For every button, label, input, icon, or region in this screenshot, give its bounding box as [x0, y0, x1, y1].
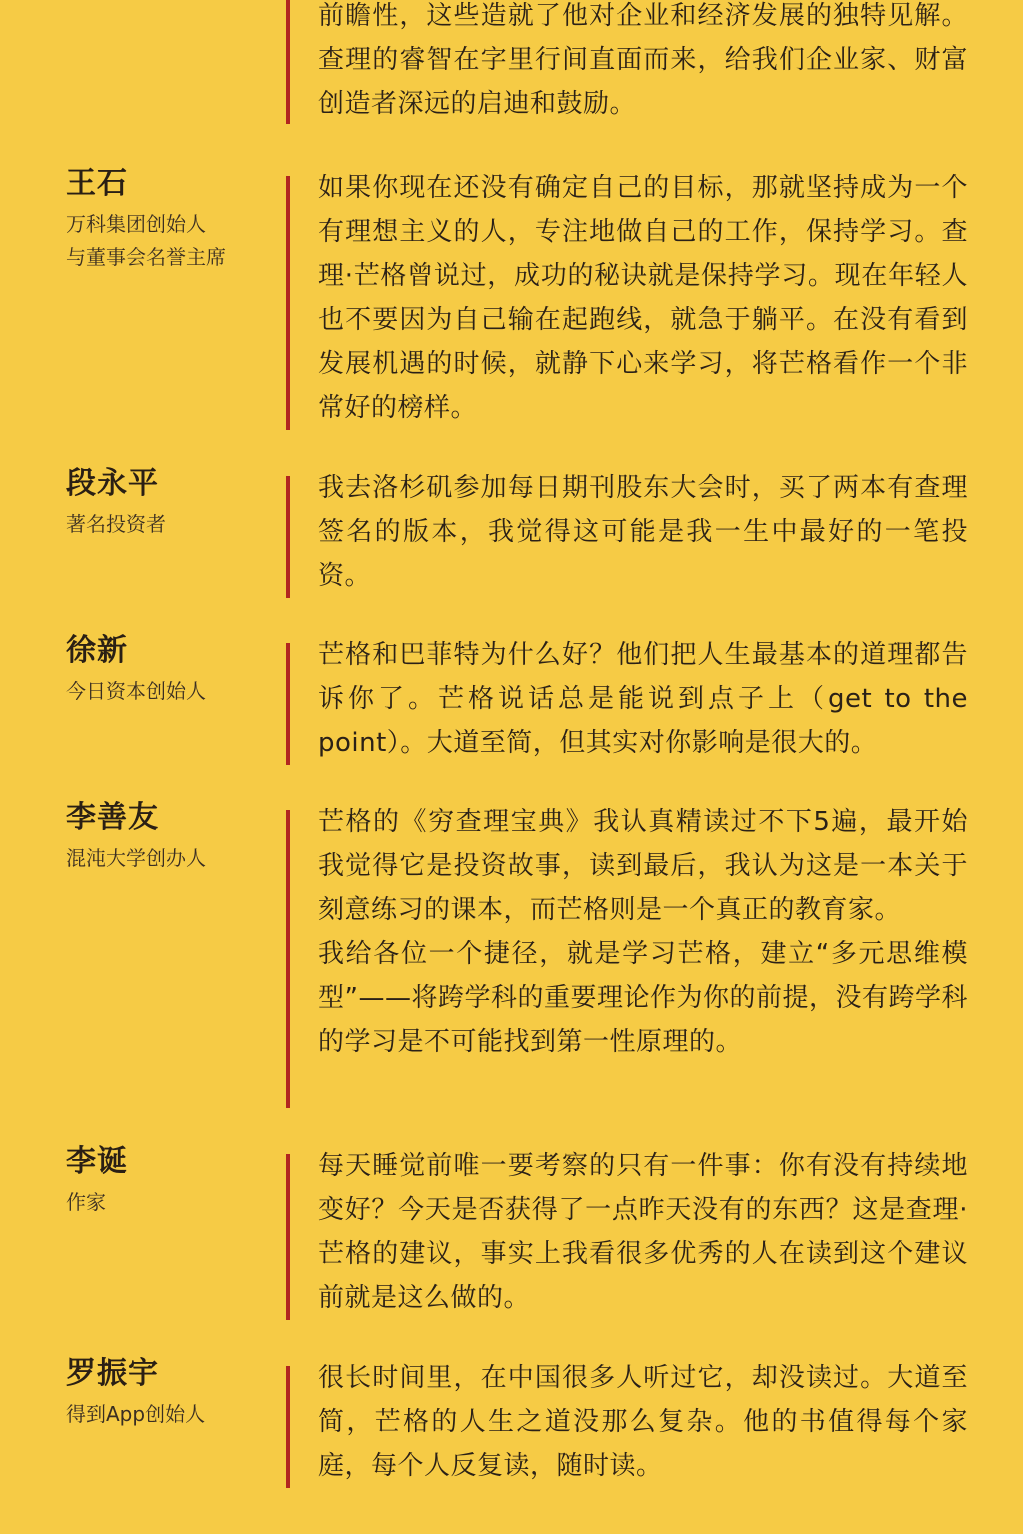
person-title: 得到App创始人: [66, 1402, 206, 1426]
person-title: 万科集团创始人: [66, 212, 206, 236]
person-title: 今日资本创始人: [66, 679, 206, 703]
quote-paragraph: 每天睡觉前唯一要考察的只有一件事：你有没有持续地变好？今天是否获得了一点昨天没有的东西？这是查理·芒格的建议，事实上我看很多优秀的人在读到这个建议前就是这么做的。: [318, 1151, 968, 1313]
person-title: 混沌大学创办人: [66, 846, 206, 870]
quote-divider-bar: [286, 176, 290, 430]
quote-divider-bar: [286, 643, 290, 765]
quote-divider-bar: [286, 1154, 290, 1320]
testimonial-quote: [318, 800, 968, 1064]
person-name: 李善友: [66, 800, 159, 835]
quote-divider-bar: [286, 1366, 290, 1488]
quote-divider-bar: [286, 0, 290, 124]
quote-divider-bar: [286, 476, 290, 598]
testimonial-quote: [318, 633, 968, 765]
quote-paragraph: 我给各位一个捷径，就是学习芒格，建立“多元思维模型”——将跨学科的重要理论作为你的前提，没有跨学科的学习是不可能找到第一性原理的。: [318, 939, 968, 1057]
intro-quote: [318, 0, 968, 126]
person-name: 李诞: [66, 1144, 128, 1179]
testimonial-quote: [318, 1144, 968, 1320]
person-name: 段永平: [66, 466, 159, 501]
quote-paragraph: 如果你现在还没有确定自己的目标，那就坚持成为一个有理想主义的人，专注地做自己的工作，保持学习。查理·芒格曾说过，成功的秘诀就是保持学习。现在年轻人也不要因为自己输在起跑线，就急于躺平。在没有看到发展机遇的时候，就静下心来学习，将芒格看作一个非常好的榜样。: [318, 173, 968, 423]
quote-divider-bar: [286, 810, 290, 1108]
person-info: [66, 800, 276, 875]
person-info: [66, 633, 276, 708]
person-title: 与董事会名誉主席: [66, 245, 226, 269]
person-info: [66, 1144, 276, 1219]
person-title: 作家: [66, 1190, 106, 1214]
testimonial-quote: [318, 466, 968, 598]
quote-paragraph: 我去洛杉矶参加每日期刊股东大会时，买了两本有查理签名的版本，我觉得这可能是我一生中最好的一笔投资。: [318, 473, 968, 591]
person-info: [66, 466, 276, 541]
intro-quote-text: 前瞻性，这些造就了他对企业和经济发展的独特见解。查理的睿智在字里行间直面而来，给我们企业家、财富创造者深远的启迪和鼓励。: [318, 1, 968, 119]
person-title: 著名投资者: [66, 512, 166, 536]
person-info: [66, 1356, 276, 1431]
testimonial-quote: [318, 1356, 968, 1488]
quote-paragraph: 芒格的《穷查理宝典》我认真精读过不下5遍，最开始我觉得它是投资故事，读到最后，我认为这是一本关于刻意练习的课本，而芒格则是一个真正的教育家。: [318, 807, 968, 925]
person-name: 罗振宇: [66, 1356, 159, 1391]
person-info: [66, 166, 276, 274]
person-name: 王石: [66, 166, 128, 201]
quote-paragraph: 芒格和巴菲特为什么好？他们把人生最基本的道理都告诉你了。芒格说话总是能说到点子上（get to the point）。大道至简，但其实对你影响是很大的。: [318, 640, 968, 758]
person-name: 徐新: [66, 633, 128, 668]
testimonial-quote: [318, 166, 968, 430]
quote-paragraph: 很长时间里，在中国很多人听过它，却没读过。大道至简，芒格的人生之道没那么复杂。他的书值得每个家庭，每个人反复读，随时读。: [318, 1363, 968, 1481]
